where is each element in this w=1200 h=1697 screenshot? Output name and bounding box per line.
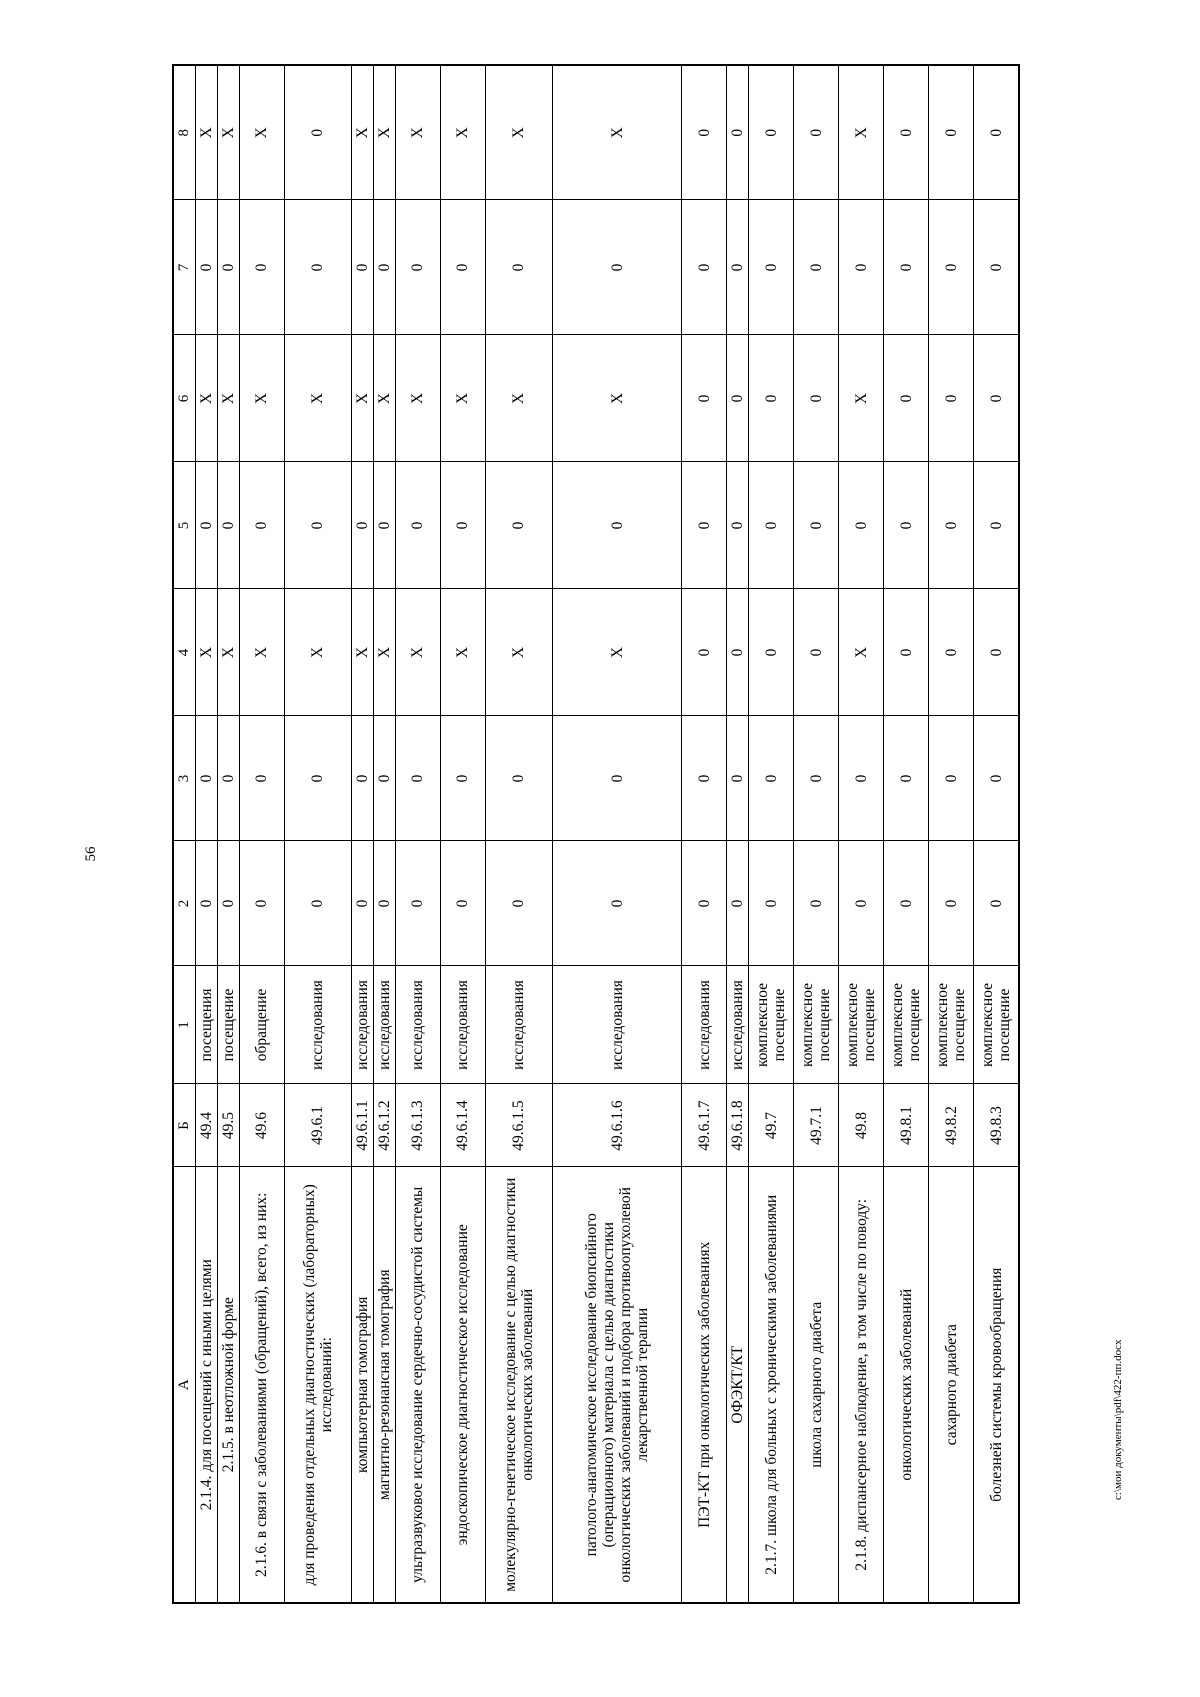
table-row	[217, 65, 239, 1603]
table-cell: 0	[884, 200, 929, 335]
table-cell: X	[395, 589, 440, 716]
header-cell: Б	[173, 1084, 195, 1167]
table-cell: 0	[884, 65, 929, 200]
table-cell: 0	[794, 841, 839, 966]
table-cell: 49.6.1.6	[552, 1084, 682, 1167]
table-cell: 0	[794, 462, 839, 589]
table-cell: 0	[552, 462, 682, 589]
table-cell: исследования	[682, 966, 727, 1084]
table-cell: исследования	[727, 966, 749, 1084]
table-cell: 49.6.1.7	[682, 1084, 727, 1167]
table-cell: X	[839, 589, 884, 716]
table-cell: 49.6.1.4	[440, 1084, 485, 1167]
table-cell: 0	[974, 335, 1019, 462]
table-cell: 0	[682, 589, 727, 716]
table-cell: 49.7	[749, 1084, 794, 1167]
table-cell: 0	[682, 335, 727, 462]
header-cell: А	[173, 1167, 195, 1603]
table-cell: 0	[485, 462, 552, 589]
table-cell: 0	[682, 716, 727, 841]
table-cell: 0	[794, 589, 839, 716]
table-cell: 0	[749, 200, 794, 335]
data-table	[172, 64, 1020, 1604]
table-cell: 0	[727, 589, 749, 716]
table-cell: 0	[373, 462, 395, 589]
table-row	[749, 65, 794, 1603]
table-cell: 2.1.6. в связи с заболеваниями (обращений), всего, из них:	[239, 1167, 284, 1603]
table-cell: 0	[195, 200, 217, 335]
table-cell: посещения	[195, 966, 217, 1084]
table-cell: комплексное посещение	[929, 966, 974, 1084]
table-cell: 49.5	[217, 1084, 239, 1167]
table-cell: 0	[929, 589, 974, 716]
table-cell: 0	[929, 841, 974, 966]
table-cell: 0	[929, 335, 974, 462]
table-cell: молекулярно-генетическое исследование с целью диагностики онкологических заболеваний	[485, 1167, 552, 1603]
table-frame	[172, 66, 1020, 1604]
file-path: c:\мои документы\pdf\422-пп.docx	[1112, 1339, 1124, 1500]
table-cell: 0	[749, 462, 794, 589]
table-cell: ОФЭКТ/КТ	[727, 1167, 749, 1603]
table-cell: X	[485, 335, 552, 462]
table-cell: исследования	[395, 966, 440, 1084]
table-cell: 0	[749, 716, 794, 841]
table-cell: 0	[239, 462, 284, 589]
table-cell: 0	[217, 462, 239, 589]
table-cell: X	[552, 589, 682, 716]
table-cell: 0	[485, 716, 552, 841]
table-header-row	[173, 65, 195, 1603]
table-cell: X	[195, 589, 217, 716]
table-cell: 49.6.1.8	[727, 1084, 749, 1167]
table-row	[239, 65, 284, 1603]
table-cell: 2.1.7. школа для больных с хроническими заболеваниями	[749, 1167, 794, 1603]
table-row	[373, 65, 395, 1603]
table-cell: комплексное посещение	[974, 966, 1019, 1084]
table-cell: 0	[395, 841, 440, 966]
page-number: 56	[83, 846, 99, 862]
table-cell: 49.7.1	[794, 1084, 839, 1167]
header-cell: 3	[173, 716, 195, 841]
table-cell: 0	[552, 841, 682, 966]
table-cell: ПЭТ-КТ при онкологических заболеваниях	[682, 1167, 727, 1603]
table-cell: 49.6	[239, 1084, 284, 1167]
table-cell: 0	[440, 716, 485, 841]
table-cell: X	[395, 65, 440, 200]
table-row	[839, 65, 884, 1603]
table-cell: 49.8.1	[884, 1084, 929, 1167]
table-cell: 0	[727, 462, 749, 589]
table-cell: комплексное посещение	[749, 966, 794, 1084]
table-cell: X	[373, 589, 395, 716]
table-cell: X	[351, 589, 373, 716]
table-cell: 49.8.3	[974, 1084, 1019, 1167]
table-cell: 0	[974, 589, 1019, 716]
table-cell: эндоскопическое диагностическое исследование	[440, 1167, 485, 1603]
header-cell: 2	[173, 841, 195, 966]
table-cell: 0	[974, 200, 1019, 335]
table-cell: X	[217, 589, 239, 716]
table-cell: 0	[373, 200, 395, 335]
table-cell: ультразвуковое исследование сердечно-сосудистой системы	[395, 1167, 440, 1603]
table-row	[884, 65, 929, 1603]
header-cell: 1	[173, 966, 195, 1084]
table-cell: 0	[929, 65, 974, 200]
table-cell: 49.6.1.2	[373, 1084, 395, 1167]
table-cell: для проведения отдельных диагностических (лабораторных) исследований:	[284, 1167, 351, 1603]
table-cell: комплексное посещение	[884, 966, 929, 1084]
table-cell: X	[552, 335, 682, 462]
table-cell: обращение	[239, 966, 284, 1084]
table-cell: 0	[974, 462, 1019, 589]
table-row	[727, 65, 749, 1603]
table-cell: 0	[929, 200, 974, 335]
table-row	[794, 65, 839, 1603]
table-cell: исследования	[373, 966, 395, 1084]
table-cell: 0	[929, 716, 974, 841]
table-cell: 49.4	[195, 1084, 217, 1167]
table-cell: 0	[284, 200, 351, 335]
table-cell: 49.6.1.1	[351, 1084, 373, 1167]
table-cell: 0	[749, 65, 794, 200]
table-cell: 49.6.1.5	[485, 1084, 552, 1167]
table-row	[440, 65, 485, 1603]
table-cell: магнитно-резонансная томография	[373, 1167, 395, 1603]
table-cell: 0	[727, 65, 749, 200]
table-cell: 0	[440, 462, 485, 589]
table-cell: X	[239, 589, 284, 716]
table-cell: 0	[351, 716, 373, 841]
table-cell: 0	[974, 841, 1019, 966]
table-cell: X	[839, 335, 884, 462]
table-cell: 0	[839, 462, 884, 589]
table-cell: 0	[749, 589, 794, 716]
table-cell: 0	[239, 841, 284, 966]
table-cell: 0	[485, 841, 552, 966]
table-cell: 0	[794, 65, 839, 200]
table-cell: 2.1.8. диспансерное наблюдение, в том числе по поводу:	[839, 1167, 884, 1603]
table-cell: 0	[217, 200, 239, 335]
table-cell: 49.8.2	[929, 1084, 974, 1167]
header-cell: 6	[173, 335, 195, 462]
table-cell: 0	[395, 716, 440, 841]
table-cell: 0	[929, 462, 974, 589]
table-cell: 0	[284, 462, 351, 589]
table-cell: 0	[195, 462, 217, 589]
table-cell: 0	[974, 65, 1019, 200]
table-cell: 0	[794, 335, 839, 462]
table-cell: 0	[485, 200, 552, 335]
table-cell: 0	[749, 335, 794, 462]
table-cell: X	[552, 65, 682, 200]
table-cell: комплексное посещение	[839, 966, 884, 1084]
table-row	[351, 65, 373, 1603]
table-cell: 0	[440, 841, 485, 966]
table-cell: 0	[884, 462, 929, 589]
table-cell: 0	[552, 200, 682, 335]
table-cell: 0	[373, 841, 395, 966]
table-cell: X	[839, 65, 884, 200]
table-cell: X	[217, 335, 239, 462]
table-cell: 0	[351, 841, 373, 966]
table-cell: 0	[749, 841, 794, 966]
table-cell: 0	[727, 335, 749, 462]
table-cell: 49.6.1.3	[395, 1084, 440, 1167]
table-cell: X	[284, 589, 351, 716]
table-cell: 0	[884, 716, 929, 841]
table-row	[552, 65, 682, 1603]
table-cell: болезней системы кровообращения	[974, 1167, 1019, 1603]
table-cell: 0	[195, 716, 217, 841]
table-cell: 0	[217, 841, 239, 966]
table-cell: 0	[682, 65, 727, 200]
table-cell: исследования	[485, 966, 552, 1084]
table-cell: 0	[682, 841, 727, 966]
table-cell: X	[440, 335, 485, 462]
table-cell: X	[351, 65, 373, 200]
table-row	[929, 65, 974, 1603]
table-cell: посещение	[217, 966, 239, 1084]
table-cell: 0	[839, 716, 884, 841]
table-cell: 0	[552, 716, 682, 841]
table-cell: 0	[284, 841, 351, 966]
rotated-table-container	[172, 66, 1020, 1604]
table-cell: X	[373, 335, 395, 462]
table-cell: исследования	[351, 966, 373, 1084]
table-cell: 2.1.4. для посещений с иными целями	[195, 1167, 217, 1603]
header-cell: 7	[173, 200, 195, 335]
table-row	[682, 65, 727, 1603]
table-cell: 0	[884, 335, 929, 462]
table-cell: 0	[440, 200, 485, 335]
table-cell: 0	[373, 716, 395, 841]
table-row	[284, 65, 351, 1603]
table-cell: 0	[239, 200, 284, 335]
header-cell: 8	[173, 65, 195, 200]
table-cell: X	[239, 65, 284, 200]
table-row	[485, 65, 552, 1603]
table-cell: 0	[884, 589, 929, 716]
table-cell: исследования	[284, 966, 351, 1084]
table-cell: 0	[284, 716, 351, 841]
table-cell: исследования	[440, 966, 485, 1084]
table-cell: 2.1.5. в неотложной форме	[217, 1167, 239, 1603]
table-cell: онкологических заболеваний	[884, 1167, 929, 1603]
table-cell: X	[440, 65, 485, 200]
table-cell: X	[485, 589, 552, 716]
table-cell: 0	[794, 200, 839, 335]
table-cell: X	[284, 335, 351, 462]
table-cell: X	[485, 65, 552, 200]
table-cell: комплексное посещение	[794, 966, 839, 1084]
table-cell: 49.8	[839, 1084, 884, 1167]
table-cell: X	[373, 65, 395, 200]
table-cell: компьютерная томография	[351, 1167, 373, 1603]
table-cell: 49.6.1	[284, 1084, 351, 1167]
table-cell: 0	[794, 716, 839, 841]
table-cell: X	[217, 65, 239, 200]
table-cell: 0	[217, 716, 239, 841]
table-cell: 0	[839, 841, 884, 966]
table-cell: школа сахарного диабета	[794, 1167, 839, 1603]
table-cell: 0	[239, 716, 284, 841]
table-cell: 0	[839, 200, 884, 335]
table-cell: X	[195, 65, 217, 200]
table-cell: 0	[284, 65, 351, 200]
table-cell: 0	[351, 200, 373, 335]
table-cell: X	[195, 335, 217, 462]
table-cell: 0	[682, 462, 727, 589]
table-cell: патолого-анатомическое исследование биопсийного (операционного) материала с целью диагностики онкологических заболеваний и подбора противоопухолевой лекарственной терапии	[552, 1167, 682, 1603]
table-row	[195, 65, 217, 1603]
table-cell: 0	[682, 200, 727, 335]
table-cell: 0	[727, 716, 749, 841]
table-cell: 0	[395, 200, 440, 335]
table-cell: X	[395, 335, 440, 462]
table-cell: X	[351, 335, 373, 462]
header-cell: 5	[173, 462, 195, 589]
table-cell: 0	[195, 841, 217, 966]
table-cell: сахарного диабета	[929, 1167, 974, 1603]
table-cell: 0	[974, 716, 1019, 841]
table-cell: 0	[727, 841, 749, 966]
table-row	[395, 65, 440, 1603]
header-cell: 4	[173, 589, 195, 716]
table-cell: 0	[727, 200, 749, 335]
table-cell: 0	[351, 462, 373, 589]
table-cell: 0	[884, 841, 929, 966]
table-cell: X	[239, 335, 284, 462]
table-cell: X	[440, 589, 485, 716]
table-row	[974, 65, 1019, 1603]
table-cell: 0	[395, 462, 440, 589]
table-cell: исследования	[552, 966, 682, 1084]
